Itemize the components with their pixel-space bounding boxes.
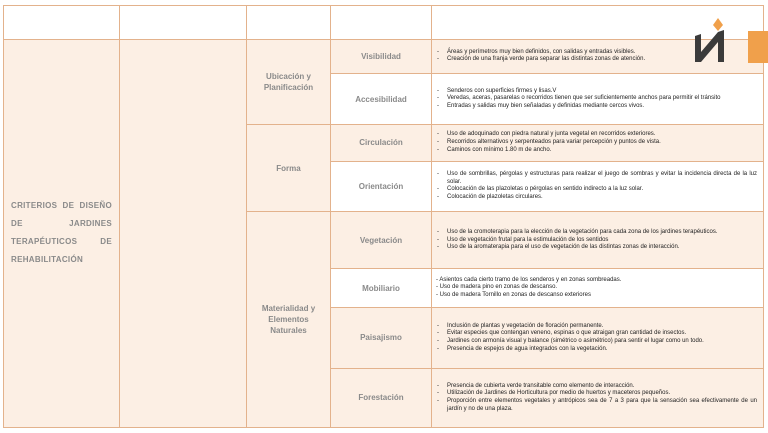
- list-item: - Uso de la aromaterapia para el uso de vegetación de las distintas zonas de interacción.: [436, 244, 757, 252]
- list-item: - Uso de vegetación frutal para la estimulación de los sentidos: [436, 237, 757, 245]
- category-forma: Forma: [247, 124, 331, 211]
- list-item: - Uso de sombrillas, pérgolas y estructuras para realizar el juego de sombras y evitar la incidencia directa de la luz solar.: [436, 171, 757, 186]
- list-item: - Uso de adoquinado con piedra natural y junta vegetal en recorridos exteriores.: [436, 131, 757, 139]
- subcategory-paisajismo: Paisajismo: [331, 307, 432, 368]
- subcategory-visibilidad: Visibilidad: [331, 39, 432, 74]
- list-item: - Asientos cada cierto tramo de los senderos y en zonas sombreadas.: [436, 276, 622, 283]
- list-item: - Caminos con mínimo 1.80 m de ancho.: [436, 147, 757, 155]
- subcategory-orientacion: Orientación: [331, 161, 432, 212]
- list-item: - Uso de madera pino en zonas de descanso.: [436, 284, 558, 291]
- list-item: - Presencia de espejos de agua integrados con la vegetación.: [436, 346, 757, 354]
- list-item: - Presencia de cubierta verde transitable como elemento de interacción.: [436, 383, 757, 391]
- description-paisajismo: [432, 307, 764, 368]
- subcategory-forestacion: Forestación: [331, 368, 432, 427]
- subcategory-circulacion: Circulación: [331, 124, 432, 161]
- main-title-cell: [4, 39, 120, 427]
- list-item: - Evitar especies que contengan veneno, espinas o que atraigan gran cantidad de insectos.: [436, 330, 757, 338]
- accent-bar: [748, 31, 768, 63]
- description-accesibilidad: [432, 74, 764, 125]
- list-item: - Senderos con superficies firmes y lisas.V: [436, 88, 757, 96]
- description-orientacion: [432, 161, 764, 212]
- main-title: CRITERIOS DE DISEÑO DE JARDINES TERAPÉUTICOS DE: [11, 201, 112, 247]
- header-row: [4, 6, 764, 40]
- header-cell: [4, 6, 120, 40]
- header-cell: [247, 6, 331, 40]
- description-mobiliario: [432, 269, 764, 308]
- list-item: - Colocación de plazoletas circulares.: [436, 194, 757, 202]
- list-item: - Recorridos alternativos y serpenteados para variar percepción y puntos de vista.: [436, 139, 757, 147]
- list-item: - Inclusión de plantas y vegetación de floración permanente.: [436, 323, 757, 331]
- list-item: - Veredas, aceras, pasarelas o recorridos tienen que ser suficientemente anchos para permitir el tránsito: [436, 95, 757, 103]
- category-ubicacion: Ubicación y Planificación: [247, 39, 331, 124]
- list-item: - Colocación de las plazoletas o pérgolas en sentido indirecto a la luz solar.: [436, 186, 757, 194]
- description-circulacion: [432, 124, 764, 161]
- list-item: - Jardines con armonía visual y balance (simétrico o asimétrico) para sentir el lugar como un todo.: [436, 338, 757, 346]
- empty-column-cell: [120, 39, 247, 427]
- subcategory-mobiliario: Mobiliario: [331, 269, 432, 308]
- header-cell: [120, 6, 247, 40]
- table-row: [4, 39, 764, 74]
- description-vegetacion: [432, 212, 764, 269]
- category-materialidad: Materialidad y Elementos Naturales: [247, 212, 331, 428]
- header-cell: [331, 6, 432, 40]
- list-item: - Áreas y perímetros muy bien definidos, con salidas y entradas visibles.: [436, 49, 757, 57]
- list-item: - Proporción entre elementos vegetales y antrópicos sea de 7 a 3 para que la sensación sea efectivamente de un jardín y no de una plaza.: [436, 398, 757, 413]
- subcategory-vegetacion: Vegetación: [331, 212, 432, 269]
- list-item: - Utilización de Jardines de Horticultura por medio de huertos y maceteros pequeños.: [436, 390, 757, 398]
- list-item: - Creación de una franja verde para separar las distintas zonas de atención.: [436, 56, 757, 64]
- main-title-last-line: REHABILITACIÓN: [11, 255, 84, 265]
- description-forestacion: [432, 368, 764, 427]
- n-logo-icon: [688, 16, 736, 64]
- list-item: - Uso de la cromoterapia para la elección de la vegetación para cada zona de los jardines terapéuticos.: [436, 229, 757, 237]
- subcategory-accesibilidad: Accesibilidad: [331, 74, 432, 125]
- list-item: - Entradas y salidas muy bien señaladas y definidas mediante cercos vivos.: [436, 103, 757, 111]
- list-item: - Uso de madera Tornillo en zonas de descanso exteriores: [436, 291, 591, 298]
- design-criteria-table: [3, 5, 764, 428]
